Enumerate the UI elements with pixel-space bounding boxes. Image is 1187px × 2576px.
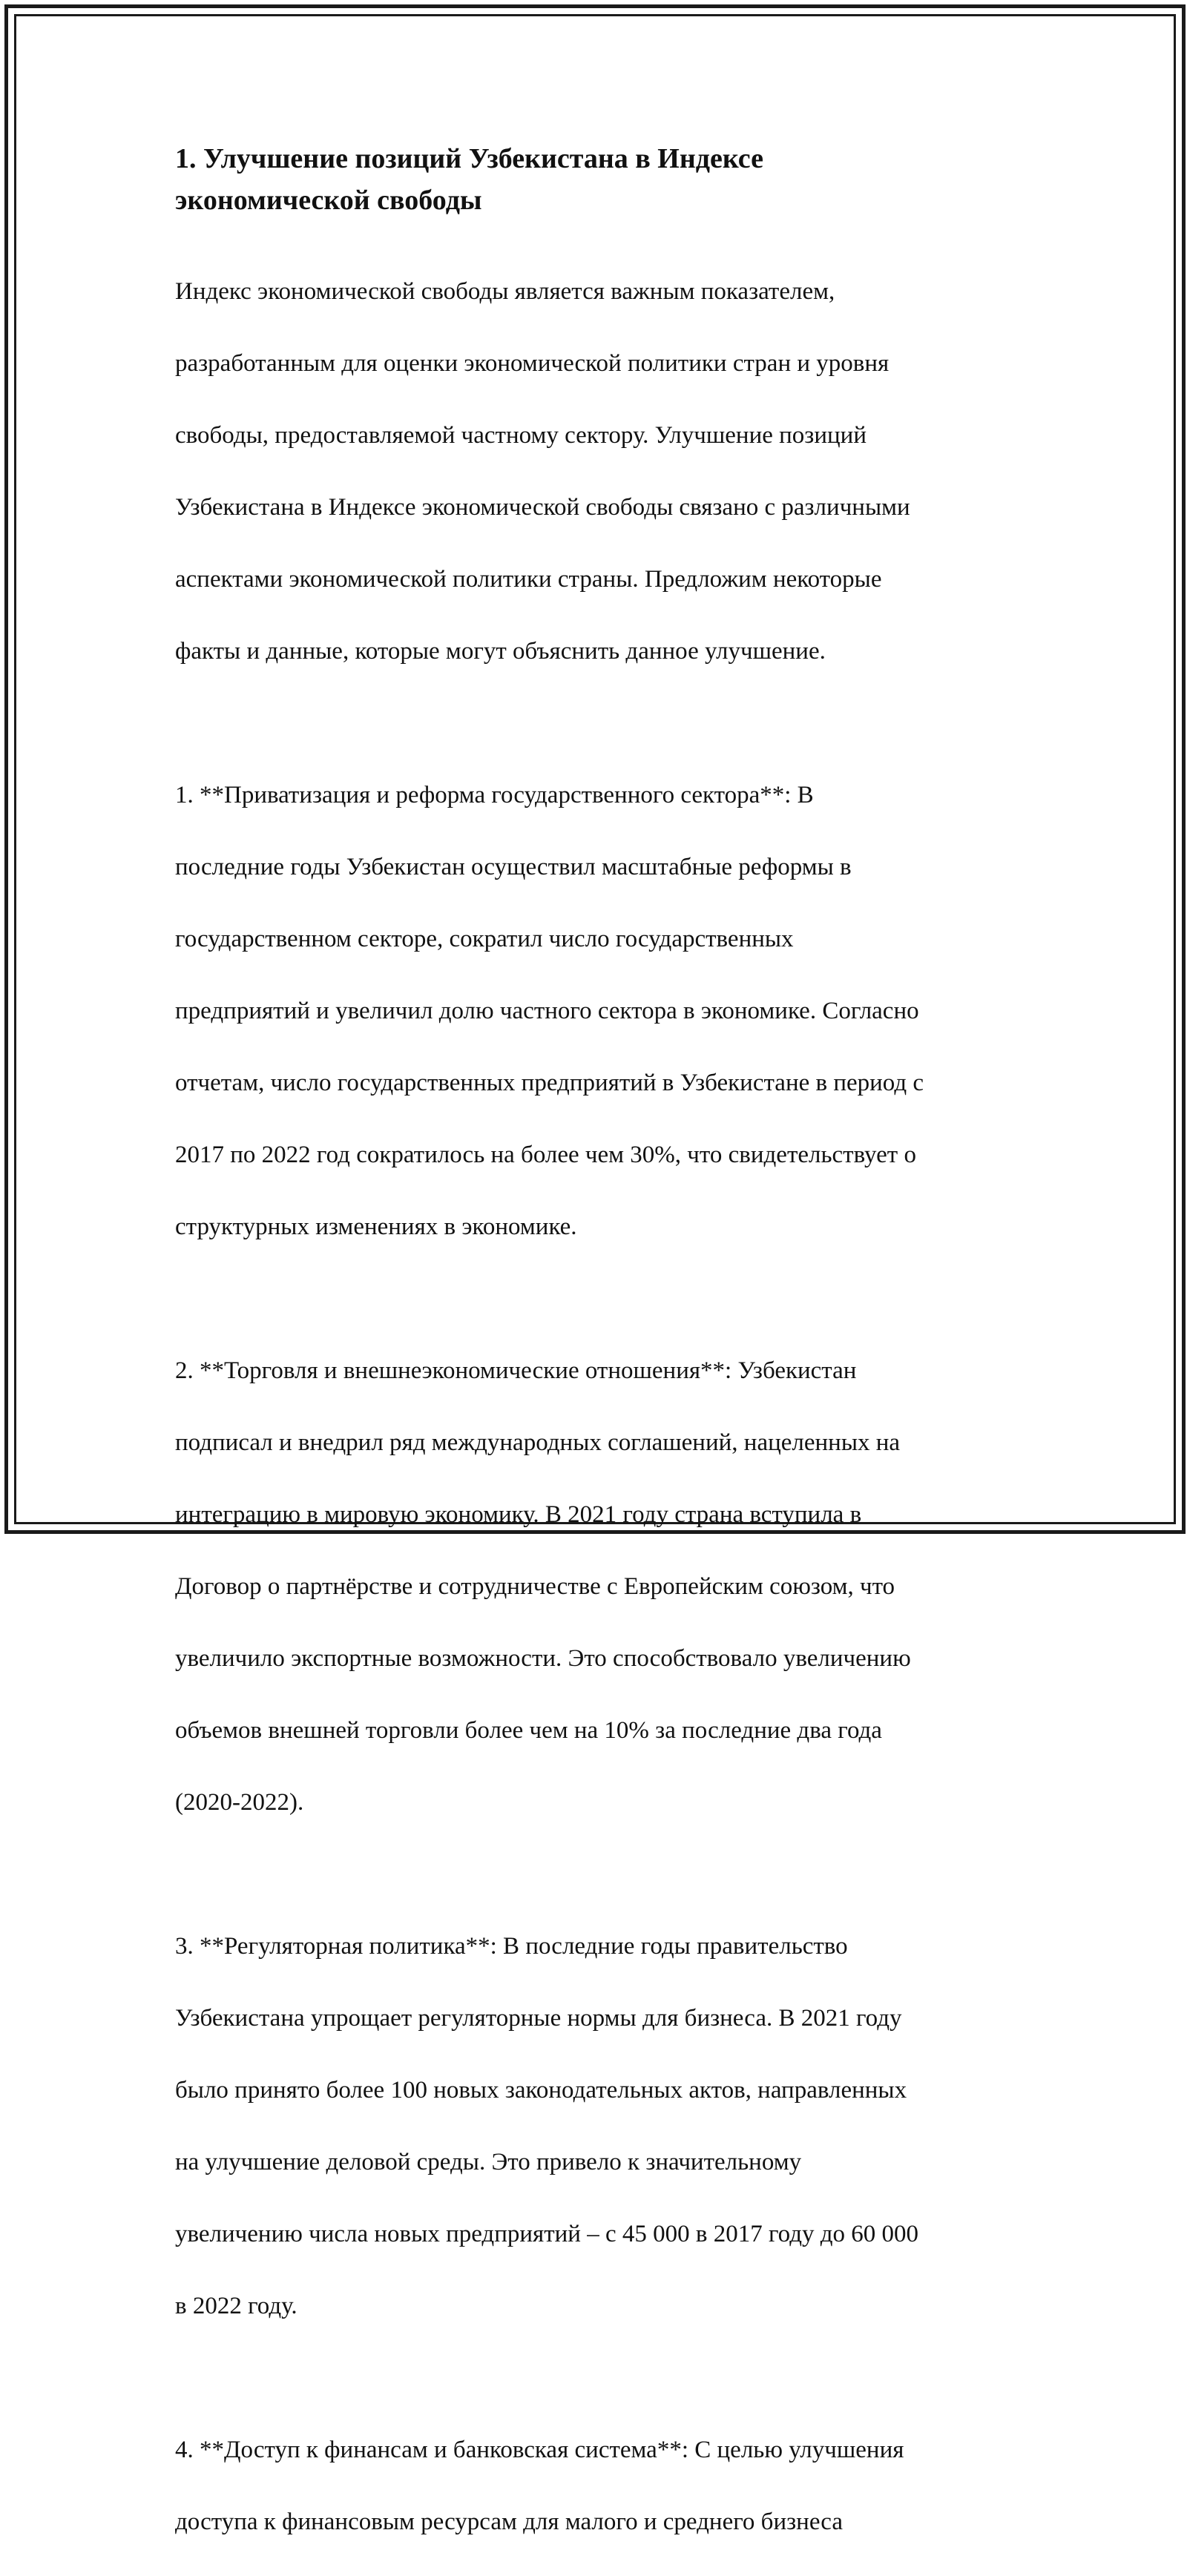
text-line: государственном секторе, сократил число государственных xyxy=(175,925,794,952)
document-body xyxy=(175,138,1028,2576)
text-line: факты и данные, которые могут объяснить данное улучшение. xyxy=(175,637,826,665)
text-line: интеграцию в мировую экономику. В 2021 году страна вступила в xyxy=(175,1501,862,1528)
text-line: объемов внешней торговли более чем на 10% за последние два года xyxy=(175,1716,882,1744)
text-line: было принято более 100 новых законодательных актов, направленных xyxy=(175,2076,907,2104)
text-line: 2017 по 2022 год сократилось на более чем 30%, что свидетельствует о xyxy=(175,1141,916,1168)
text-line: Индекс экономической свободы является важным показателем, xyxy=(175,277,835,305)
text-line: в 2022 году. xyxy=(175,2292,297,2319)
text-line: 2. **Торговля и внешнеэкономические отношения**: Узбекистан xyxy=(175,1357,857,1384)
text-line: отчетам, число государственных предприятий в Узбекистане в период с xyxy=(175,1069,924,1096)
text-line: увеличению числа новых предприятий – с 45 000 в 2017 году до 60 000 xyxy=(175,2220,919,2247)
document-title xyxy=(175,138,1028,221)
text-line: Договор о партнёрстве и сотрудничестве с Европейским союзом, что xyxy=(175,1572,895,1600)
paragraph-gap xyxy=(175,1857,1028,1893)
list-item-regulation xyxy=(175,1892,1028,2360)
text-line: 1. **Приватизация и реформа государственного сектора**: В xyxy=(175,781,814,808)
list-item-trade xyxy=(175,1317,1028,1857)
list-item-privatization xyxy=(175,741,1028,1281)
title-line: экономической свободы xyxy=(175,185,482,216)
paragraph-gap xyxy=(175,2360,1028,2397)
text-line: разработанным для оценки экономической политики стран и уровня xyxy=(175,349,890,377)
text-line: предприятий и увеличил долю частного сектора в экономике. Согласно xyxy=(175,997,919,1024)
text-line: Узбекистана в Индексе экономической свободы связано с различными xyxy=(175,493,910,521)
title-line: 1. Улучшение позиций Узбекистана в Индексе xyxy=(175,143,763,174)
text-line: увеличило экспортные возможности. Это способствовало увеличению xyxy=(175,1644,911,1672)
text-line: 4. **Доступ к финансам и банковская система**: С целью улучшения xyxy=(175,2436,904,2463)
text-line: свободы, предоставляемой частному сектору. Улучшение позиций xyxy=(175,421,867,449)
text-line: Узбекистана упрощает регуляторные нормы для бизнеса. В 2021 году xyxy=(175,2004,902,2032)
text-line: структурных изменениях в экономике. xyxy=(175,1213,577,1240)
text-line: аспектами экономической политики страны. Предложим некоторые xyxy=(175,565,882,593)
intro-paragraph xyxy=(175,237,1028,705)
text-line: доступа к финансовым ресурсам для малого и среднего бизнеса xyxy=(175,2508,843,2535)
text-line: на улучшение деловой среды. Это привело к значительному xyxy=(175,2148,802,2175)
text-line: последние годы Узбекистан осуществил масштабные реформы в xyxy=(175,853,852,880)
paragraph-gap xyxy=(175,705,1028,742)
text-line: подписал и внедрил ряд международных соглашений, нацеленных на xyxy=(175,1429,901,1456)
list-item-finance xyxy=(175,2396,1028,2576)
text-line: 3. **Регуляторная политика**: В последние годы правительство xyxy=(175,1932,848,1960)
paragraph-gap xyxy=(175,1281,1028,1317)
text-line: (2020-2022). xyxy=(175,1788,304,1816)
